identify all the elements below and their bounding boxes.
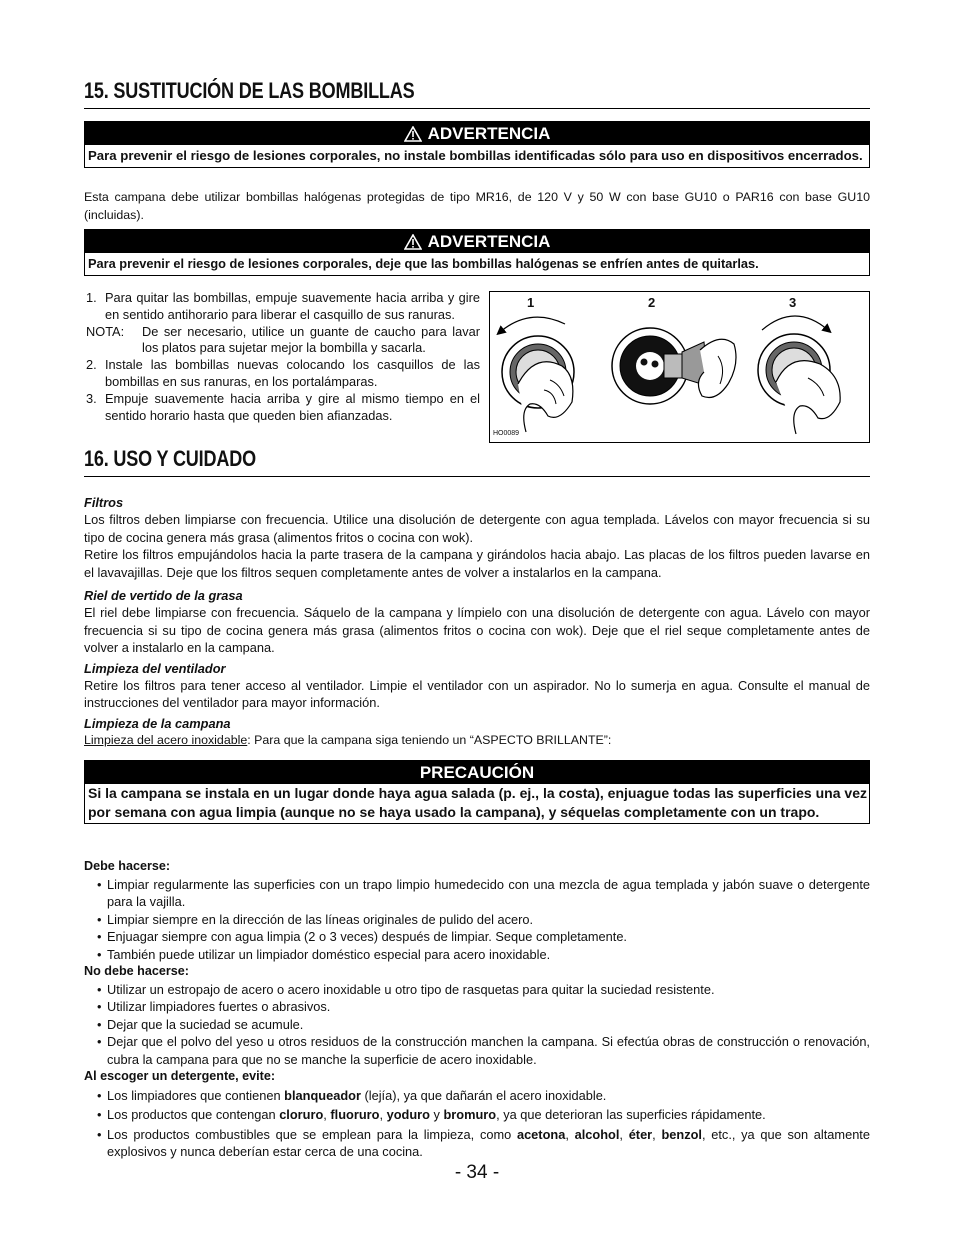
do-item: • También puede utilizar un limpiador doméstico especial para acero inoxidable. (97, 946, 551, 962)
warning-label-1: ADVERTENCIA (427, 124, 551, 143)
filtros-heading: Filtros (84, 495, 124, 510)
section-16-rule (84, 476, 870, 477)
avoid-item: • Los limpiadores que contienen blanqueador (lejía), ya que dañarán el acero inoxidable. (97, 1087, 607, 1103)
campana-intro (84, 732, 870, 750)
dont-item: • Utilizar limpiadores fuertes o abrasivos. (97, 999, 331, 1014)
avoid-item: • Los productos combustibles que se emplean para la limpieza, como acetona, alcohol, éter, benzol, etc., ya que son altamente explosivos y nunca deberían estar cerca de una cocina. (97, 1126, 870, 1159)
note-text: De ser necesario, utilice un guante de caucho para lavar los platos para sujetar mejor la bombilla y sacarla. (142, 323, 480, 356)
figure-label-3: 3 (789, 295, 797, 310)
precaution-box (84, 760, 870, 824)
panel-3-secure (758, 316, 840, 434)
step-note (84, 324, 480, 358)
stainless-steel-link: Limpieza del acero inoxidable (84, 732, 248, 747)
step-text: Para quitar las bombillas, empuje suavemente hacia arriba y gire en sentido antihorario para liberar el casquillo de sus ranuras. (105, 290, 480, 322)
step-number: 2. (86, 357, 97, 373)
bulb-intro: Esta campana debe utilizar bombillas halógenas protegidas de tipo MR16, de 120 V y 50 W con base GU10 o PAR16 con base GU10 (incluidas). (84, 190, 870, 222)
warning-header-1 (85, 122, 869, 145)
warning-text-1: Para prevenir el riesgo de lesiones corporales, no instale bombillas identificadas sólo para uso en dispositivos encerrados. (88, 148, 863, 163)
dont-item: • Utilizar un estropajo de acero o acero inoxidable u otro tipo de rasquetas para quitar la suciedad resistente. (97, 981, 715, 997)
page-number: - 34 - (454, 1162, 500, 1183)
warning-triangle-icon (404, 126, 422, 142)
dont-item: • Dejar que la suciedad se acumule. (97, 1016, 304, 1032)
campana-intro-rest: : Para que la campana siga teniendo un “ASPECTO BRILLANTE”: (247, 732, 612, 747)
do-item: • Enjuagar siempre con agua limpia (2 o 3 veces) después de limpiar. Seque completamente. (97, 929, 627, 944)
note-label: NOTA: (86, 323, 125, 339)
campana-heading: Limpieza de la campana (84, 715, 231, 731)
section-15-title: 15. SUSTITUCIÓN DE LAS BOMBILLAS (84, 78, 415, 103)
precaution-text: Si la campana se instala en un lugar donde haya agua salada (p. ej., la costa), enjuague todas las superficies una vez por semana con agua limpia (aunque no se haya usado la campana), y séquelas completamente con un trapo. (88, 785, 867, 820)
avoid-label: Al escoger un detergente, evite: (84, 1069, 276, 1083)
panel-1-remove (500, 317, 574, 432)
do-label: Debe hacerse: (84, 859, 171, 873)
filtros-paragraph-2: Retire los filtros empujándolos hacia la parte trasera de la campana y girándolos hacia abajo. Las placas de los filtros pueden lavarse en el lavavajillas. Deje que los filtros sequen completamente antes de volver a instalarlos en la campana. (84, 547, 870, 580)
bulb-illustration (490, 292, 869, 442)
riel-heading: Riel de vertido de la grasa (84, 588, 243, 603)
dont-item: • Dejar que el polvo del yeso u otros residuos de la construcción manchen la campana. Si efectúa obras de construcción o renovación, cubra la campana para que no se manche la superficie de acero inoxidable. (97, 1034, 870, 1067)
step-text: Instale las bombillas nuevas colocando los casquillos de las bombillas en sus ranuras, en los portalámparas. (105, 357, 480, 389)
figure-label-2: 2 (648, 295, 656, 310)
cleaning-lists (84, 858, 870, 1161)
care-content (84, 494, 870, 749)
ventilador-heading: Limpieza del ventilador (84, 660, 226, 676)
riel-paragraph: El riel debe limpiarse con frecuencia. Sáquelo de la campana y límpielo con una disolución de detergente con agua. Lávelo con mayor frecuencia si su tipo de cocina genera más grasa (alimentos fritos o cocina con wok). Deje que el riel seque completamente antes de volver a instalarlo en la campana. (84, 605, 870, 655)
step-text: Empuje suavemente hacia arriba y gire al mismo tiempo en el sentido horario hasta que queden bien afianzadas. (105, 390, 480, 423)
dont-label: No debe hacerse: (84, 964, 189, 978)
warning-label-2: ADVERTENCIA (427, 232, 551, 251)
figure-label-1: 1 (527, 295, 535, 310)
step-number: 1. (86, 290, 97, 305)
step-2 (84, 357, 480, 391)
section-16-title: 16. USO Y CUIDADO (84, 446, 256, 471)
step-number: 3. (86, 390, 97, 406)
do-item: • Limpiar regularmente las superficies con un trapo limpio humedecido con una mezcla de agua templada y jabón suave o detergente para la vajilla. (97, 876, 870, 909)
figure-code: HO0089 (493, 430, 520, 437)
step-1 (84, 290, 480, 324)
warning-header-2 (85, 230, 869, 253)
bulb-replacement-figure (489, 291, 870, 443)
precaution-header: PRECAUCIÓN (85, 761, 869, 784)
warning-triangle-icon (404, 234, 422, 250)
avoid-item: • Los productos que contengan cloruro, fluoruro, yoduro y bromuro, ya que deterioran las superficies rápidamente. (97, 1107, 766, 1122)
section-15-rule (84, 108, 870, 109)
warning-text-2: Para prevenir el riesgo de lesiones corporales, deje que las bombillas halógenas se enfríen antes de quitarlas. (88, 256, 759, 271)
panel-2-install (612, 328, 736, 404)
step-3 (84, 391, 480, 425)
do-item: • Limpiar siempre en la dirección de las líneas originales de pulido del acero. (97, 911, 534, 927)
warning-box-1 (84, 121, 870, 168)
ventilador-paragraph: Retire los filtros para tener acceso al ventilador. Limpie el ventilador con un aspirador. No lo sumerja en agua. Consulte el manual de instrucciones del ventilador para mayor información. (84, 677, 870, 710)
filtros-paragraph-1: Los filtros deben limpiarse con frecuencia. Utilice una disolución de detergente con agua templada. Lávelos con mayor frecuencia si su tipo de cocina genera más grasa (alimentos fritos o cocina con wok). (84, 512, 870, 545)
warning-box-2 (84, 229, 870, 276)
bulb-steps (84, 290, 480, 424)
